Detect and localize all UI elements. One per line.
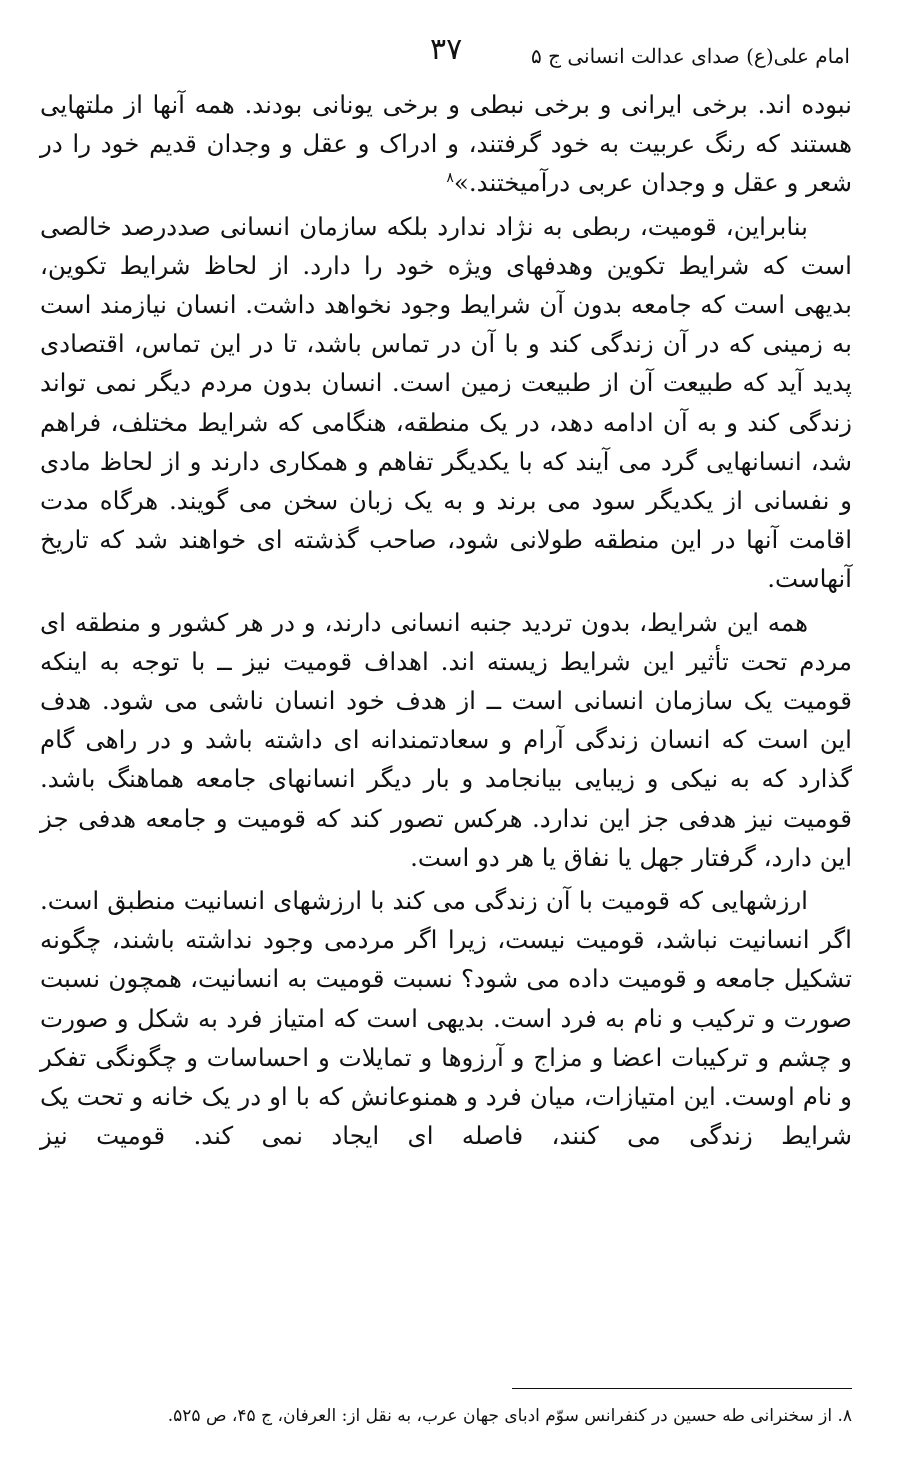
paragraph-3: همه این شرایط، بدون تردید جنبه انسانی دارند، و در هر کشور و منطقه ای مردم تحت تأثیر این شرایط زیسته اند. اهداف قومیت نیز ــ با توجه به اینکه قومیت یک سازمان انسانی است ــ از هدف خود انسان ناشی می شود. هدف این است که انسان زندگی آرام و سعادتمندانه ای داشته باشد و در راهی گام گذارد که به نیکی و زیبایی بیانجامد و بار دیگر انسانهای جامعه هماهنگ باشد. قومیت نیز هدفی جز این ندارد. هرکس تصور کند که قومیت و جامعه هدفی جز این دارد، گرفتار جهل یا نفاق یا هر دو است. (40, 607, 852, 872)
footnote: ۸. از سخنرانی طه حسین در کنفرانس سوّم ادبای جهان عرب، به نقل از: العرفان، ج ۴۵، ص ۵۲۵. (167, 1406, 852, 1426)
paragraph-1 (40, 85, 852, 203)
footnote-reference: ۸ (446, 170, 454, 187)
body-text (40, 85, 852, 1159)
running-title: امام علی(ع) صدای عدالت انسانی ج ۵ (530, 44, 850, 68)
paragraph-1-text: نبوده اند. برخی ایرانی و برخی نبطی و برخی یونانی بودند. همه آنها از ملتهایی هستند که رنگ عربیت به خود گرفتند، و ادراک و عقل و وجدان قدیم خود را در شعر و عقل و وجدان عربی درآمیختند.» (40, 90, 852, 198)
page-header (40, 30, 860, 80)
footnote-divider (512, 1388, 852, 1389)
paragraph-2: بنابراین، قومیت، ربطی به نژاد ندارد بلکه سازمان انسانی صددرصد خالصی است که شرایط تکوین وهدفهای ویژه خود را دارد. از لحاظ شرایط تکوین، بدیهی است که جامعه بدون آن شرایط وجود نخواهد داشت. انسان نیازمند است به زمینی که در آن زندگی کند و با آن در تماس باشد، تا در این تماس، اقتصادی پدید آید که طبیعت آن از طبیعت زمین است. انسان بدون مردم دیگر نمی تواند زندگی کند و به آن ادامه دهد، در یک منطقه، هنگامی که شرایط مختلف، فراهم شد، انسانهایی گرد می آیند که با یکدیگر تفاهم و همکاری دارند و از لحاظ مادی و نفسانی از یکدیگر سود می برند و به یک زبان سخن می گویند. هرگاه مدت اقامت آنها در این منطقه طولانی شود، صاحب گذشته ای خواهند شد که تاریخ آنهاست. (40, 211, 852, 594)
paragraph-4: ارزشهایی که قومیت با آن زندگی می کند با ارزشهای انسانیت منطبق است. اگر انسانیت نباشد، قومیت نیست، زیرا اگر مردمی وجود نداشته باشند، چگونه تشکیل جامعه و قومیت داده می شود؟ نسبت قومیت به انسانیت، همچون نسبت صورت و ترکیب و نام به فرد است. بدیهی است که امتیاز فرد به شکل و صورت و چشم و ترکیبات اعضا و مزاج و آرزوها و تمایلات و احساسات و چگونگی تفکر و نام اوست. این امتیازات، میان فرد و همنوعانش که با او در یک خانه و تحت یک شرایط زندگی می کنند، فاصله ای ایجاد نمی کند. قومیت نیز (40, 886, 852, 1151)
page-number: ۳۷ (430, 32, 463, 67)
